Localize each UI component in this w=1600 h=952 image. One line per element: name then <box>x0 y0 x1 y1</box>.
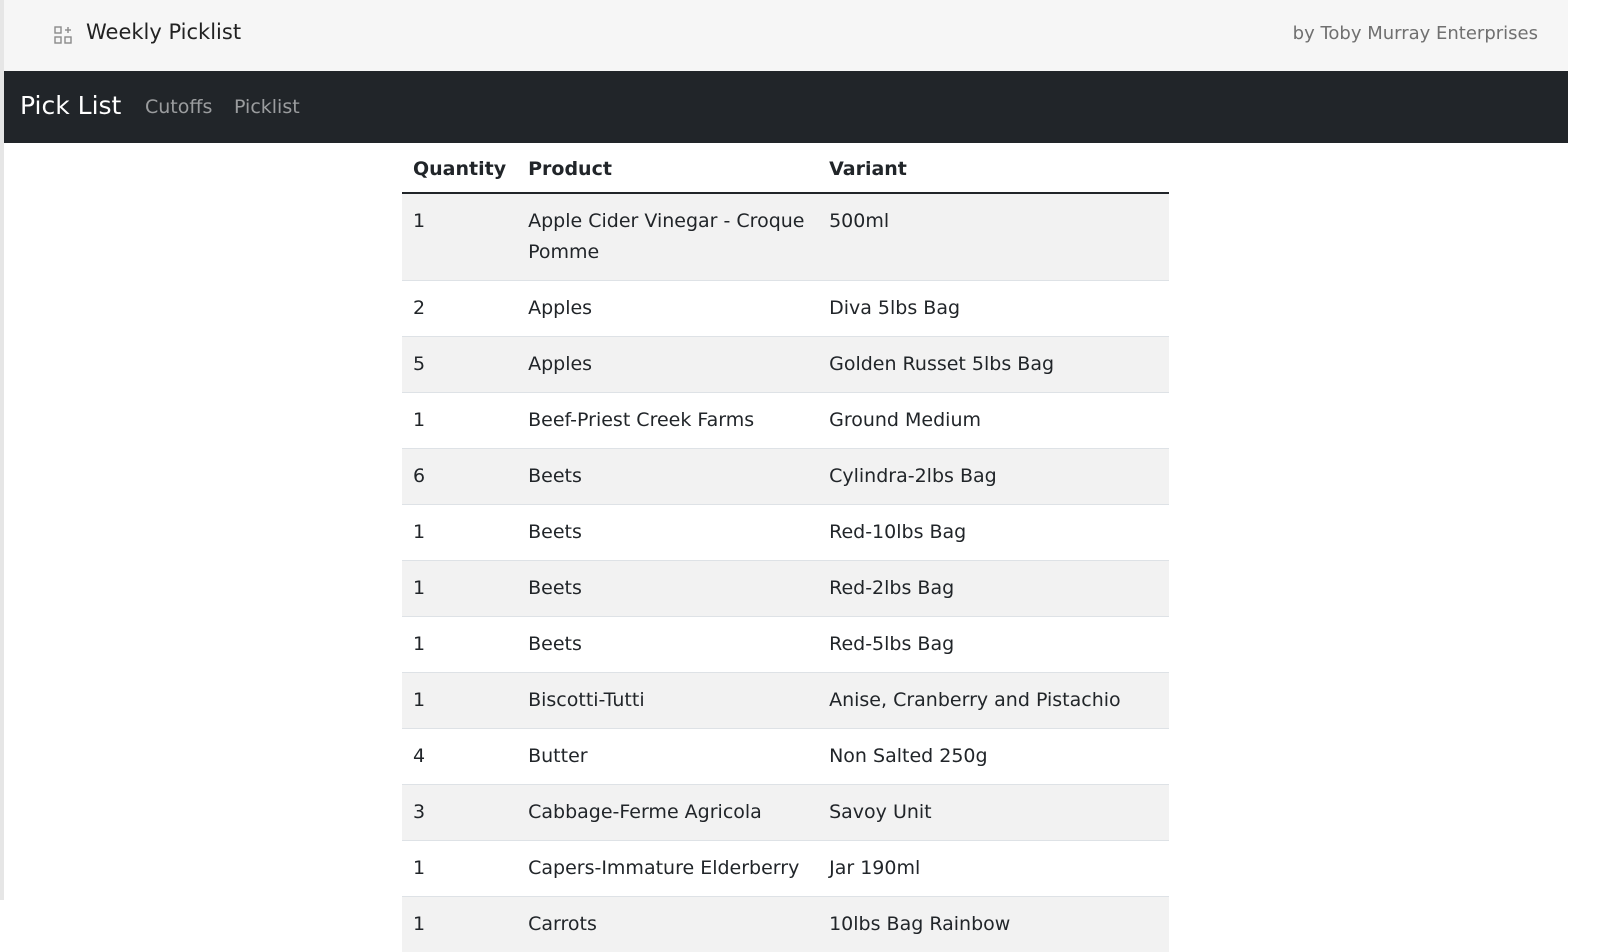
cell-variant: 500ml <box>818 193 1169 281</box>
cell-product: Apples <box>517 337 818 393</box>
table-row <box>402 561 1169 617</box>
navbar <box>4 71 1568 143</box>
table-row <box>402 785 1169 841</box>
cell-variant: Red-5lbs Bag <box>818 617 1169 673</box>
cell-quantity: 2 <box>402 281 517 337</box>
cell-variant: Savoy Unit <box>818 785 1169 841</box>
cell-variant: Golden Russet 5lbs Bag <box>818 337 1169 393</box>
table-row <box>402 617 1169 673</box>
cell-quantity: 1 <box>402 193 517 281</box>
grid-apps-icon <box>54 26 72 44</box>
cell-quantity: 4 <box>402 729 517 785</box>
cell-product: Beets <box>517 449 818 505</box>
picklist-table-container <box>402 143 1169 952</box>
cell-quantity: 1 <box>402 617 517 673</box>
right-gutter <box>1568 0 1600 900</box>
cell-product: Apples <box>517 281 818 337</box>
cell-product: Beef-Priest Creek Farms <box>517 393 818 449</box>
cell-variant: Ground Medium <box>818 393 1169 449</box>
cell-quantity: 6 <box>402 449 517 505</box>
nav-link-cutoffs[interactable]: Cutoffs <box>145 96 212 118</box>
table-row <box>402 505 1169 561</box>
table-body <box>402 193 1169 952</box>
table-row <box>402 281 1169 337</box>
column-header-product: Product <box>517 143 818 193</box>
app-header <box>4 0 1568 71</box>
table-row <box>402 449 1169 505</box>
cell-quantity: 3 <box>402 785 517 841</box>
cell-product: Butter <box>517 729 818 785</box>
table-header-row <box>402 143 1169 193</box>
table-row <box>402 729 1169 785</box>
cell-product: Biscotti-Tutti <box>517 673 818 729</box>
cell-variant: Cylindra-2lbs Bag <box>818 449 1169 505</box>
cell-variant: Red-2lbs Bag <box>818 561 1169 617</box>
table-row <box>402 897 1169 952</box>
table-row <box>402 337 1169 393</box>
cell-quantity: 1 <box>402 393 517 449</box>
table-header <box>402 143 1169 193</box>
table-row <box>402 393 1169 449</box>
cell-product: Cabbage-Ferme Agricola <box>517 785 818 841</box>
table-row <box>402 673 1169 729</box>
cell-product: Beets <box>517 505 818 561</box>
cell-product: Capers-Immature Elderberry <box>517 841 818 897</box>
column-header-quantity: Quantity <box>402 143 517 193</box>
cell-variant: Red-10lbs Bag <box>818 505 1169 561</box>
cell-quantity: 5 <box>402 337 517 393</box>
cell-product: Carrots <box>517 897 818 952</box>
cell-product: Beets <box>517 617 818 673</box>
cell-variant: Anise, Cranberry and Pistachio <box>818 673 1169 729</box>
table-row <box>402 841 1169 897</box>
cell-variant: Diva 5lbs Bag <box>818 281 1169 337</box>
cell-product: Apple Cider Vinegar - Croque Pomme <box>517 193 818 281</box>
cell-variant: Jar 190ml <box>818 841 1169 897</box>
cell-quantity: 1 <box>402 841 517 897</box>
cell-quantity: 1 <box>402 897 517 952</box>
cell-product: Beets <box>517 561 818 617</box>
cell-quantity: 1 <box>402 505 517 561</box>
table-row <box>402 193 1169 281</box>
cell-variant: 10lbs Bag Rainbow <box>818 897 1169 952</box>
column-header-variant: Variant <box>818 143 1169 193</box>
app-author: by Toby Murray Enterprises <box>1293 23 1538 44</box>
navbar-brand[interactable]: Pick List <box>20 91 121 120</box>
app-title: Weekly Picklist <box>86 20 241 44</box>
nav-link-picklist[interactable]: Picklist <box>234 96 300 118</box>
cell-quantity: 1 <box>402 561 517 617</box>
picklist-table <box>402 143 1169 952</box>
cell-variant: Non Salted 250g <box>818 729 1169 785</box>
cell-quantity: 1 <box>402 673 517 729</box>
